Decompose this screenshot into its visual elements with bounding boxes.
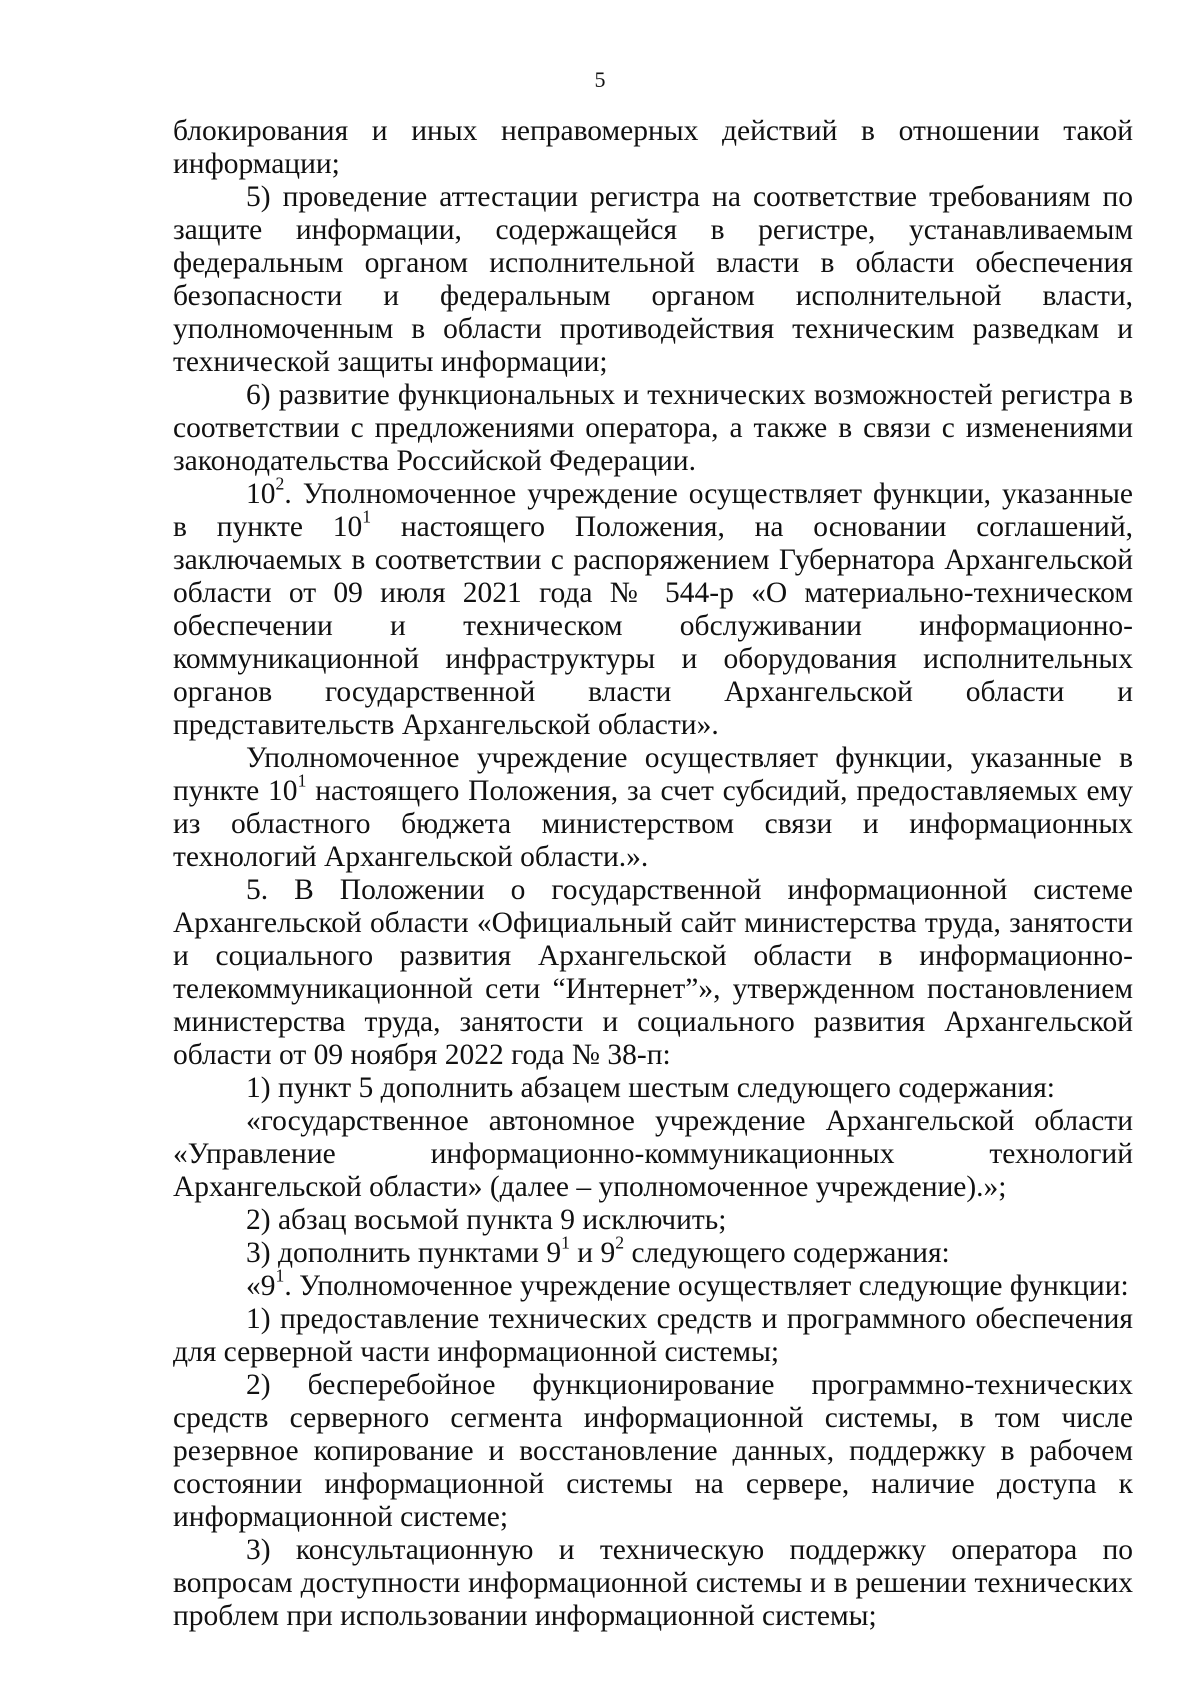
paragraph-text: 6) развитие функциональных и технических возможностей регистра в соответствии с предложениями оператора, а также в связи с изменениями законодательства Российской Федерации. [173, 379, 1133, 477]
paragraph [173, 379, 1133, 478]
paragraph [173, 115, 1133, 181]
paragraph-text: 10 [246, 478, 276, 510]
page-number: 5 [594, 67, 606, 92]
paragraph-text: настоящего Положения, на основании соглашений, заключаемых в соответствии с распоряжением Губернатора Архангельской области от 09 июля 2021 года № 544-р «О материально-техническом обеспечении и техническом обслуживании информационно-коммуникационной инфраструктуры и оборудования исполнительных органов государственной власти Архангельской области и представительств Архангельской области». [173, 511, 1133, 741]
paragraph-text: 1) предоставление технических средств и программного обеспечения для серверной части информационной системы; [173, 1303, 1133, 1368]
document-body [173, 115, 1133, 1633]
superscript: 1 [561, 1232, 570, 1253]
paragraph [173, 742, 1133, 874]
paragraph [173, 1265, 1133, 1303]
superscript: 1 [275, 1265, 285, 1286]
paragraph-text: . Уполномоченное учреждение осуществляет функции, указанные в пункте 10 [173, 478, 1133, 543]
superscript: 2 [615, 1232, 625, 1253]
superscript: 1 [362, 506, 372, 527]
paragraph [173, 1204, 1133, 1237]
paragraph [173, 1303, 1133, 1369]
paragraph-text: 5) проведение аттестации регистра на соответствие требованиям по защите информации, содержащейся в регистре, устанавливаемым федеральным органом исполнительной власти в области обеспечения безопасности и федеральным органом исполнительной власти, уполномоченным в области противодействия техническим разведкам и технической защиты информации; [173, 181, 1133, 378]
paragraph [173, 874, 1133, 1072]
paragraph-text: 2) абзац восьмой пункта 9 исключить; [246, 1204, 727, 1236]
paragraph-text: и 9 [569, 1237, 616, 1269]
paragraph-text: «государственное автономное учреждение Архангельской области «Управление информационно-коммуникационных технологий Архангельской области» (далее – уполномоченное учреждение).»; [173, 1105, 1133, 1203]
paragraph [173, 1072, 1133, 1105]
paragraph [173, 473, 1133, 742]
paragraph-text: 5. В Положении о государственной информационной системе Архангельской области «Официальный сайт министерства труда, занятости и социального развития Архангельской области в информационно-телекоммуникационной сети “Интернет”», утвержденном постановлением министерства труда, занятости и социального развития Архангельской области от 09 ноября 2022 года № 38-п: [173, 874, 1133, 1071]
paragraph [173, 1369, 1133, 1534]
paragraph-text: блокирования и иных неправомерных действий в отношении такой информации; [173, 115, 1133, 180]
paragraph-text: «9 [246, 1270, 276, 1302]
superscript: 2 [275, 473, 285, 494]
paragraph-text: 2) бесперебойное функционирование программно-технических средств серверного сегмента информационной системы, в том числе резервное копирование и восстановление данных, поддержку в рабочем состоянии информационной системы на сервере, наличие доступа к информационной системе; [173, 1369, 1133, 1533]
paragraph-text: 3) дополнить пунктами 9 [246, 1237, 562, 1269]
paragraph [173, 181, 1133, 379]
paragraph-text: настоящего Положения, за счет субсидий, предоставляемых ему из областного бюджета министерством связи и информационных технологий Архангельской области.». [173, 775, 1133, 873]
paragraph [173, 1105, 1133, 1204]
paragraph-text: Уполномоченное учреждение осуществляет функции, указанные в пункте 10 [173, 742, 1133, 807]
paragraph [173, 1232, 1133, 1270]
paragraph-text: 1) пункт 5 дополнить абзацем шестым следующего содержания: [246, 1072, 1055, 1104]
superscript: 1 [297, 770, 307, 791]
paragraph-text: 3) консультационную и техническую поддержку оператора по вопросам доступности информационной системы и в решении технических проблем при использовании информационной системы; [173, 1534, 1133, 1632]
paragraph-text: следующего содержания: [624, 1237, 950, 1269]
paragraph [173, 1534, 1133, 1633]
paragraph-text: . Уполномоченное учреждение осуществляет следующие функции: [284, 1270, 1129, 1302]
